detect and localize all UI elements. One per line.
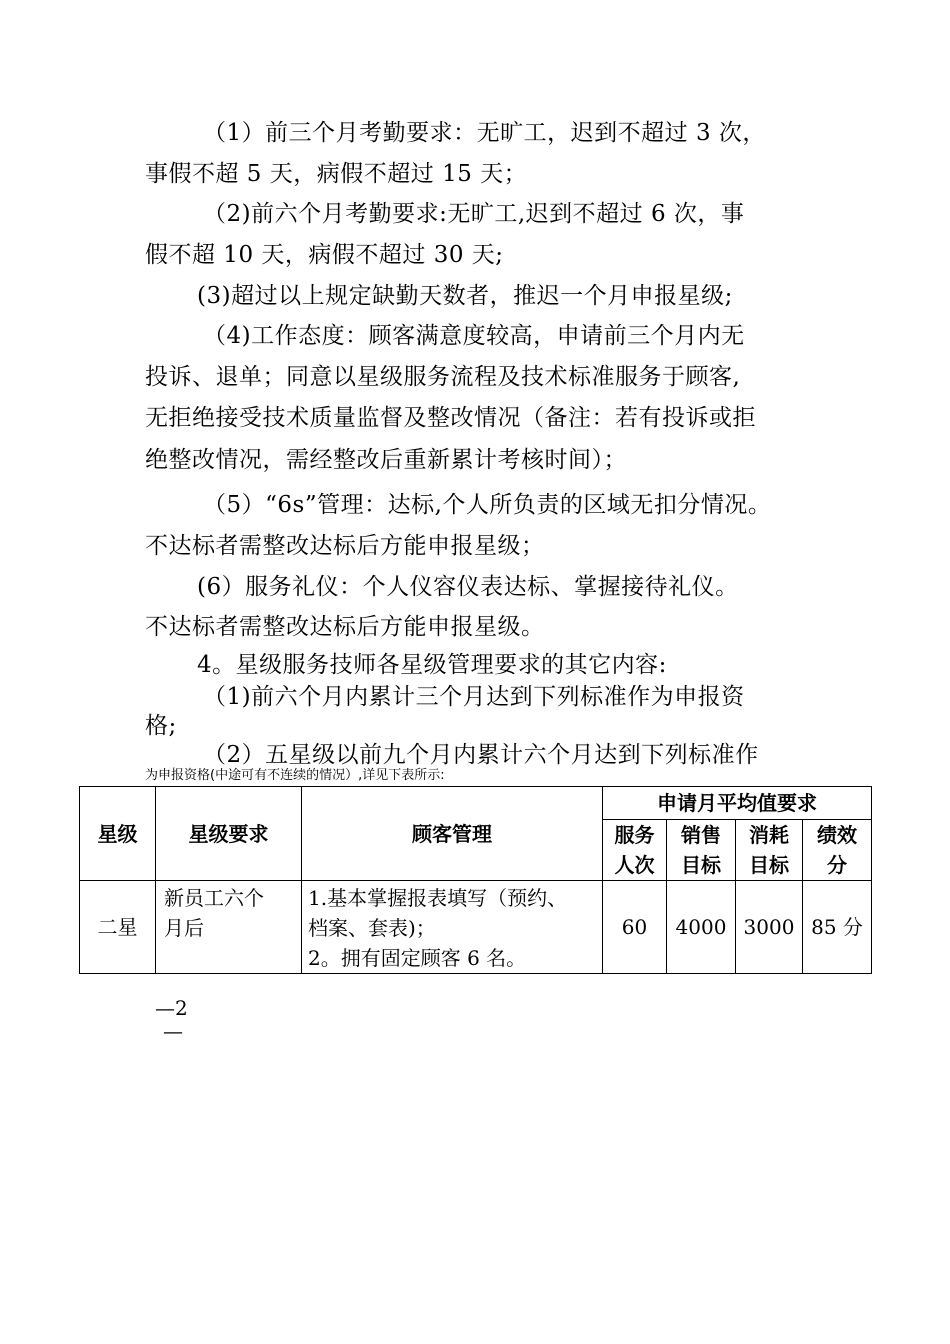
header-consumption-target: 消耗 目标 — [736, 820, 803, 881]
paragraph-line: 不达标者需整改达标后方能申报星级。 — [145, 614, 545, 640]
cell-performance-score: 85 分 — [803, 881, 872, 974]
paragraph-line: 假不超 10 天，病假不超过 30 天; — [145, 242, 504, 268]
paragraph-line: 投诉、退单；同意以星级服务流程及技术标准服务于顾客, — [145, 364, 741, 390]
header-customer-management: 顾客管理 — [302, 787, 603, 881]
paragraph-line: （2）五星级以前九个月内累计六个月达到下列标准作 — [203, 742, 759, 768]
paragraph-line: （5）“6s”管理：达标,个人所负责的区域无扣分情况。 — [203, 492, 772, 518]
cell-service-count: 60 — [603, 881, 667, 974]
paragraph-line: （1）前三个月考勤要求：无旷工，迟到不超过 3 次， — [203, 120, 766, 146]
cell-consumption-target: 3000 — [736, 881, 803, 974]
paragraph-line: 不达标者需整改达标后方能申报星级； — [145, 533, 545, 559]
paragraph-line: 事假不超 5 天，病假不超过 15 天； — [145, 161, 528, 187]
star-requirements-table — [79, 786, 872, 974]
table-caption: 为申报资格(中途可有不连续的情况）,详见下表所示: — [145, 768, 445, 783]
header-requirement: 星级要求 — [156, 787, 302, 881]
cell-customer-management: 1.基本掌握报表填写（预约、 档案、套表)； 2。拥有固定顾客 6 名。 — [302, 881, 603, 974]
header-monthly-average-group: 申请月平均值要求 — [603, 787, 872, 820]
paragraph-line: （2)前六个月考勤要求:无旷工,迟到不超过 6 次，事 — [203, 201, 745, 227]
paragraph-line: 4。星级服务技师各星级管理要求的其它内容: — [197, 652, 667, 678]
paragraph-line: （1)前六个月内累计三个月达到下列标准作为申报资 — [203, 684, 745, 710]
header-service-count: 服务 人次 — [603, 820, 667, 881]
paragraph-line: (3)超过以上规定缺勤天数者，推迟一个月申报星级; — [197, 283, 733, 309]
paragraph-line: 无拒绝接受技术质量监督及整改情况（备注：若有投诉或拒 — [145, 405, 756, 431]
paragraph-line: 绝整改情况，需经整改后重新累计考核时间）； — [145, 447, 627, 473]
table-row — [80, 881, 872, 974]
paragraph-line: (6）服务礼仪：个人仪容仪表达标、掌握接待礼仪。 — [197, 574, 739, 600]
cell-star: 二星 — [80, 881, 156, 974]
paragraph-line: （4)工作态度：顾客满意度较高，申请前三个月内无 — [203, 323, 745, 349]
cell-sales-target: 4000 — [667, 881, 736, 974]
header-performance-score: 绩效 分 — [803, 820, 872, 881]
paragraph-line: 格; — [145, 713, 177, 739]
cell-requirement: 新员工六个 月后 — [156, 881, 302, 974]
header-star: 星级 — [80, 787, 156, 881]
header-sales-target: 销售 目标 — [667, 820, 736, 881]
